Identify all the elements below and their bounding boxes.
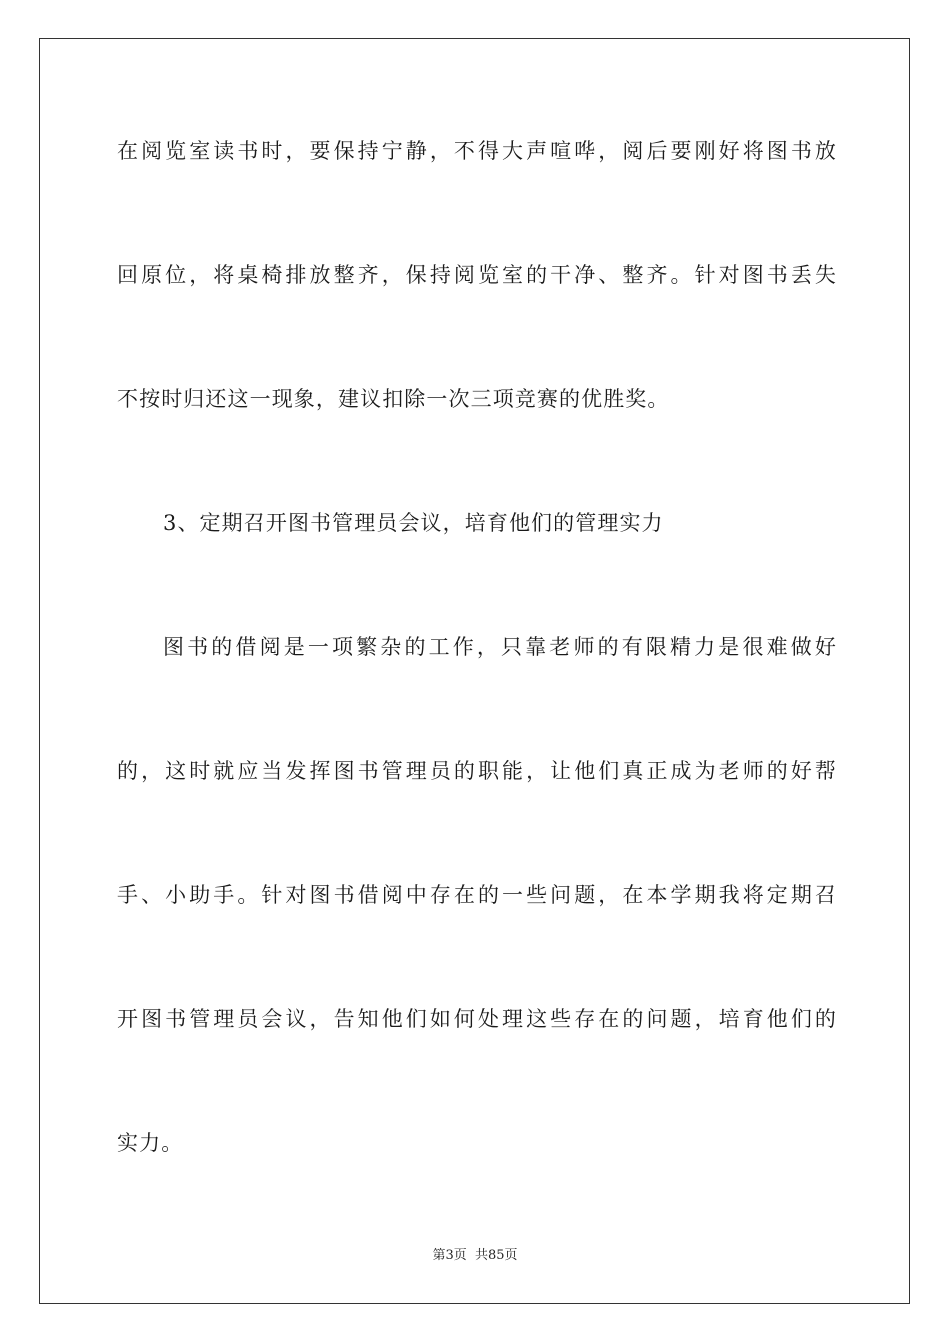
- body-text-line: 手、小助手。针对图书借阅中存在的一些问题，在本学期我将定期召: [117, 883, 837, 907]
- body-text-line: 在阅览室读书时，要保持宁静，不得大声喧哗，阅后要刚好将图书放: [117, 139, 837, 163]
- page-total: 共85页: [474, 1248, 518, 1263]
- section-heading: 3、定期召开图书管理员会议，培育他们的管理实力: [163, 511, 664, 535]
- body-text-line: 回原位，将桌椅排放整齐，保持阅览室的干净、整齐。针对图书丢失: [117, 263, 837, 287]
- body-text-line: 不按时归还这一现象，建议扣除一次三项竞赛的优胜奖。: [117, 387, 670, 411]
- body-text-line: 实力。: [117, 1131, 184, 1155]
- page-number: 第3页: [432, 1248, 467, 1263]
- body-text-line: 的，这时就应当发挥图书管理员的职能，让他们真正成为老师的好帮: [117, 759, 837, 783]
- body-text-line: 开图书管理员会议，告知他们如何处理这些存在的问题，培育他们的: [117, 1007, 837, 1031]
- page-border: [39, 38, 910, 1304]
- body-text-line: 图书的借阅是一项繁杂的工作，只靠老师的有限精力是很难做好: [163, 635, 837, 659]
- page-footer: [0, 1247, 950, 1265]
